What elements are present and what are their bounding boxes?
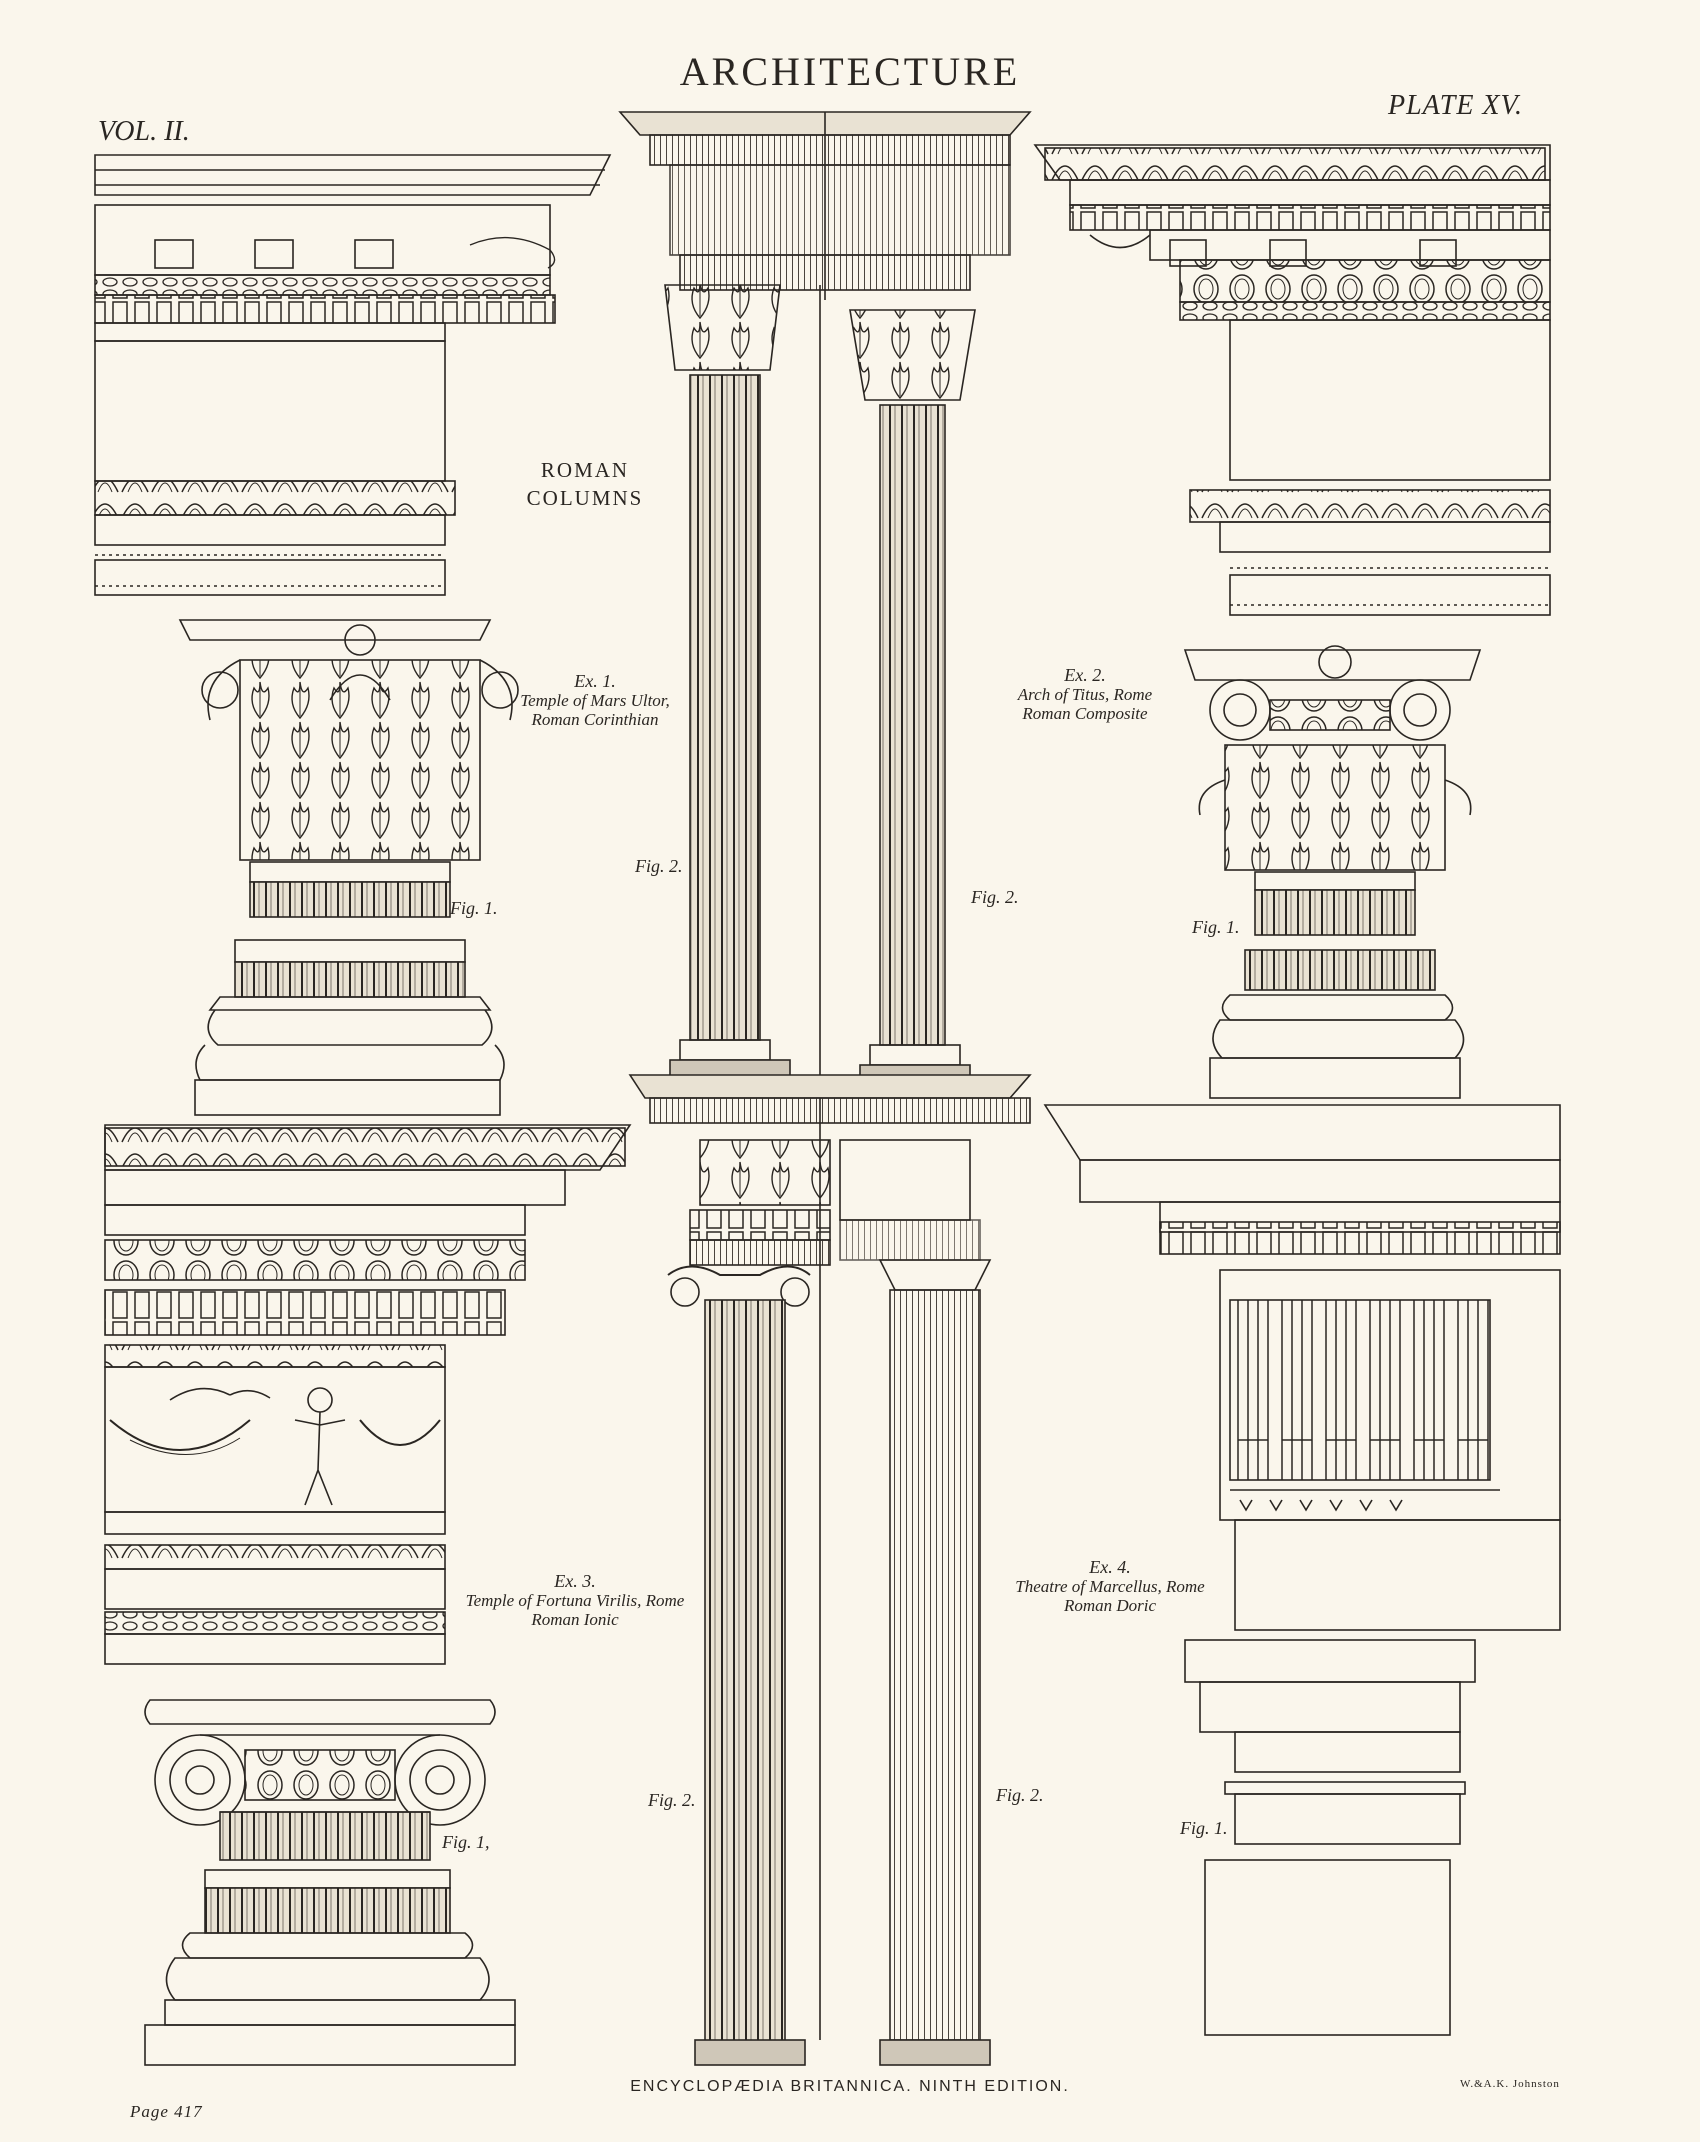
composite-base (1210, 950, 1464, 1098)
example-4-place: Theatre of Marcellus, Rome (1015, 1577, 1205, 1596)
central-column-3 (668, 1267, 810, 2066)
fig-label-composite: Fig. 1. (1192, 917, 1240, 937)
plate-number: PLATE XV. (1388, 90, 1524, 121)
example-4-order: Roman Doric (1063, 1596, 1157, 1615)
ionic-base (145, 1870, 515, 2065)
fig-label-column-2: Fig. 2. (971, 887, 1019, 907)
volume-label: VOL. II. (98, 116, 190, 147)
example-2-number: Ex. 2. (1064, 665, 1106, 685)
corinthian-entablature (95, 155, 610, 595)
fig-label-column-1: Fig. 2. (635, 856, 683, 876)
example-3-order: Roman Ionic (531, 1610, 619, 1629)
corinthian-base (195, 940, 504, 1115)
composite-entablature (1035, 145, 1550, 615)
doric-entablature (1045, 1105, 1560, 1630)
fig-label-doric: Fig. 1. (1180, 1818, 1228, 1838)
fig-label-column-4: Fig. 2. (996, 1785, 1044, 1805)
example-1-order: Roman Corinthian (531, 710, 659, 729)
fig-label-corinthian: Fig. 1. (450, 898, 498, 918)
fig-label-ionic: Fig. 1, (442, 1832, 490, 1852)
example-4-number: Ex. 4. (1089, 1557, 1131, 1577)
example-caption-2 (985, 666, 1185, 723)
section-title-line-1: ROMAN (540, 458, 630, 482)
publication-footer: ENCYCLOPÆDIA BRITANNICA. NINTH EDITION. (630, 2078, 1070, 2095)
corinthian-capital (180, 620, 518, 917)
central-entablature-lower (630, 1075, 1030, 1265)
page-number: Page 417 (130, 2102, 203, 2121)
example-1-number: Ex. 1. (574, 671, 616, 691)
section-title-line-2: COLUMNS (526, 486, 644, 510)
example-2-place: Arch of Titus, Rome (1017, 685, 1153, 704)
example-2-order: Roman Composite (1022, 704, 1148, 723)
example-3-place: Temple of Fortuna Virilis, Rome (465, 1591, 685, 1610)
central-column-2 (850, 310, 975, 1090)
example-caption-1 (495, 672, 695, 729)
central-column-4 (880, 1260, 990, 2065)
example-caption-4 (990, 1558, 1230, 1615)
plate-title: ARCHITECTURE (679, 49, 1021, 94)
example-caption-3 (455, 1572, 695, 1629)
fig-label-column-3: Fig. 2. (648, 1790, 696, 1810)
central-entablature-upper (620, 112, 1030, 300)
example-3-number: Ex. 3. (554, 1571, 596, 1591)
example-1-place: Temple of Mars Ultor, (520, 691, 670, 710)
composite-capital (1185, 646, 1480, 935)
engraver-credit: W.&A.K. Johnston (1460, 2078, 1560, 2090)
doric-capital (1185, 1640, 1475, 2035)
